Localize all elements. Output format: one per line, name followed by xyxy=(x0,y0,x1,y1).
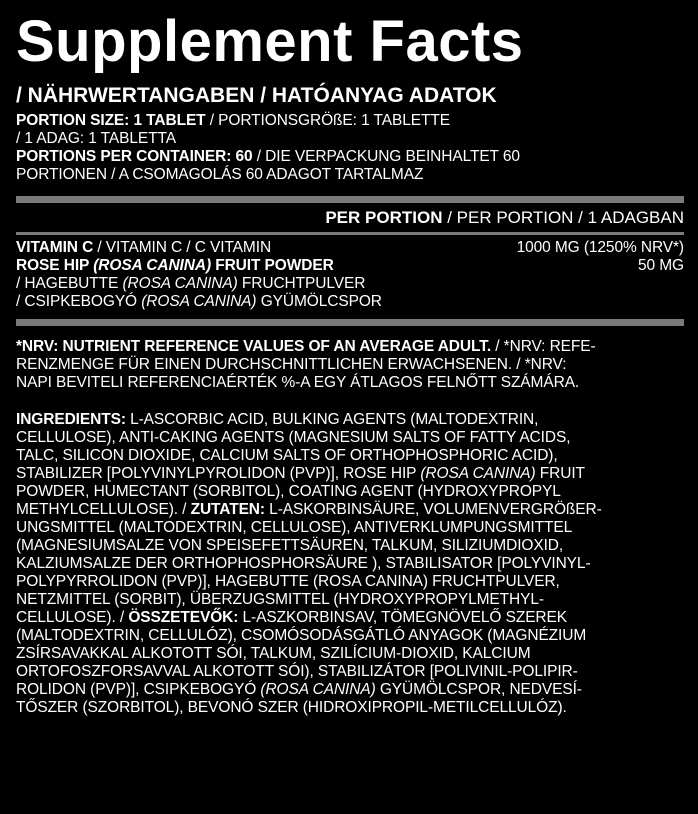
thick-divider xyxy=(16,196,684,203)
rose-hip-line-3 xyxy=(16,293,688,311)
servings-per-container-line-2: PORTIONEN / A CSOMAGOLÁS 60 ADAGOT TARTALMAZ xyxy=(16,166,424,183)
per-portion-translation: / PER PORTION / 1 ADAGBAN xyxy=(442,208,684,227)
ingredients-block xyxy=(16,411,688,717)
ingredients-line: ORTOFOSZFORSAVVAL ALKOTOTT SÓI), STABILIZÁTOR [POLIVINIL-POLIPIR- xyxy=(16,663,578,680)
ingredients-line xyxy=(16,411,688,429)
footnote-line-1 xyxy=(16,338,688,356)
ingredients-line xyxy=(16,609,688,627)
rose-hip-line-1 xyxy=(16,257,688,275)
ingredients-line: ZSÍRSAVAKKAL ALKOTOTT SÓI, TALKUM, SZILÍCIUM-DIOXID, KALCIUM xyxy=(16,645,531,662)
nutrient-name-bold: VITAMIN C xyxy=(16,239,94,256)
zutaten-label: ZUTATEN: xyxy=(190,501,265,518)
osszetevok-label: ÖSSZETEVŐK: xyxy=(128,609,239,626)
nutrient-name xyxy=(16,239,271,257)
ingredients-line: KALZIUMSALZE DER ORTHOPHOSPHORSÄURE ), STABILISATOR [POLYVINYL- xyxy=(16,555,591,572)
nutrient-amount: 50 MG xyxy=(637,257,684,274)
per-portion-label: PER PORTION xyxy=(325,208,443,227)
latin-name: (ROSA CANINA) xyxy=(122,275,238,292)
text-segment: ROLIDON (PVP)], CSIPKEBOGYÓ xyxy=(16,681,261,698)
serving-size-translation: / PORTIONSGRÖßE: 1 TABLETTE xyxy=(205,112,450,129)
text-segment: STABILIZER [POLYVINYLPYROLIDON (PVP)], ROSE HIP xyxy=(16,465,421,482)
latin-name: (ROSA CANINA) xyxy=(420,465,536,482)
ingredients-line xyxy=(16,681,688,699)
footnote-line-3: NAPI BEVITELI REFERENCIAÉRTÉK %-A EGY ÁTLAGOS FELNŐTT SZÁMÁRA. xyxy=(16,374,580,391)
nutrient-amount: 1000 MG (1250% NRV*) xyxy=(516,239,684,256)
ingredients-line: TŐSZER (SZORBITOL), BEVONÓ SZER (HIDROXIPROPIL-METILCELLULÓZ). xyxy=(16,699,567,716)
text-segment: / *NRV: REFE- xyxy=(491,338,596,355)
serving-size-line-2: / 1 ADAG: 1 TABLETTA xyxy=(16,130,176,147)
ingredients-line: (MALTODEXTRIN, CELLULÓZ), CSOMÓSODÁSGÁTLÓ ANYAGOK (MAGNÉZIUM xyxy=(16,627,587,644)
nrv-footnote xyxy=(16,338,688,392)
ingredients-line: CELLULOSE), ANTI-CAKING AGENTS (MAGNESIUM SALTS OF FATTY ACIDS, xyxy=(16,429,571,446)
ingredients-line: POLYPYRROLIDON (PVP)], HAGEBUTTE (ROSA CANINA) FRUCHTPULVER, xyxy=(16,573,560,590)
ingredients-line: (MAGNESIUMSALZE VON SPEISEFETTSÄUREN, TALKUM, SILIZIUMDIOXID, xyxy=(16,537,564,554)
text-segment: GYÜMÖLCSPOR, NEDVESÍ- xyxy=(375,681,582,698)
servings-per-container-label: PORTIONS PER CONTAINER: 60 xyxy=(16,148,253,165)
nutrient-name-bold: ROSE HIP xyxy=(16,257,94,274)
nutrient-name-translation: / VITAMIN C / C VITAMIN xyxy=(93,239,272,256)
nutrient-name-latin: (ROSA CANINA) xyxy=(93,257,212,274)
latin-name: (ROSA CANINA) xyxy=(260,681,376,698)
ingredients-line: NETZMITTEL (SORBIT), ÜBERZUGSMITTEL (HYDROXYPROPYLMETHYL- xyxy=(16,591,544,608)
per-portion-header xyxy=(16,208,688,228)
text-segment: L-ASKORBINSÄURE, VOLUMENVERGRÖßER- xyxy=(264,501,602,518)
nutrient-row-vitamin-c xyxy=(16,239,688,257)
rose-hip-line-2 xyxy=(16,275,688,293)
text-segment: / HAGEBUTTE xyxy=(16,275,123,292)
ingredients-line: TALC, SILICON DIOXIDE, CALCIUM SALTS OF ORTHOPHOSPHORIC ACID), xyxy=(16,447,558,464)
nutrient-name xyxy=(16,257,334,275)
text-segment: GYÜMÖLCSPOR xyxy=(256,293,382,310)
nutrient-name-bold-suffix: FRUIT POWDER xyxy=(211,257,334,274)
subtitle: / NÄHRWERTANGABEN / HATÓANYAG ADATOK xyxy=(16,84,497,107)
servings-per-container-translation: / DIE VERPACKUNG BEINHALTET 60 xyxy=(252,148,520,165)
text-segment: FRUCHTPULVER xyxy=(237,275,366,292)
thin-divider xyxy=(16,232,684,235)
text-segment: L-ASCORBIC ACID, BULKING AGENTS (MALTODEXTRIN, xyxy=(125,411,539,428)
page-title: Supplement Facts xyxy=(16,9,524,74)
serving-info xyxy=(16,112,688,184)
latin-name: (ROSA CANINA) xyxy=(141,293,257,310)
nutrient-row-rose-hip xyxy=(16,257,688,311)
servings-per-container-line xyxy=(16,148,688,166)
thick-divider xyxy=(16,319,684,326)
text-segment: FRUIT xyxy=(535,465,585,482)
text-segment: / CSIPKEBOGYÓ xyxy=(16,293,142,310)
footnote-bold: *NRV: NUTRIENT REFERENCE VALUES OF AN AVERAGE ADULT. xyxy=(16,338,492,355)
footnote-line-2: RENZMENGE FÜR EINEN DURCHSCHNITTLICHEN ERWACHSENEN. / *NRV: xyxy=(16,356,567,373)
ingredients-line: POWDER, HUMECTANT (SORBITOL), COATING AGENT (HYDROXYPROPYL xyxy=(16,483,561,500)
text-segment: L-ASZKORBINSAV, TÖMEGNÖVELŐ SZEREK xyxy=(238,609,568,626)
serving-size-line xyxy=(16,112,688,130)
text-segment: CELLULOSE). / xyxy=(16,609,129,626)
ingredients-line xyxy=(16,501,688,519)
text-segment: METHYLCELLULOSE). / xyxy=(16,501,191,518)
ingredients-label: INGREDIENTS: xyxy=(16,411,126,428)
serving-size-label: PORTION SIZE: 1 TABLET xyxy=(16,112,206,129)
ingredients-line: UNGSMITTEL (MALTODEXTRIN, CELLULOSE), ANTIVERKLUMPUNGSMITTEL xyxy=(16,519,573,536)
ingredients-line xyxy=(16,465,688,483)
